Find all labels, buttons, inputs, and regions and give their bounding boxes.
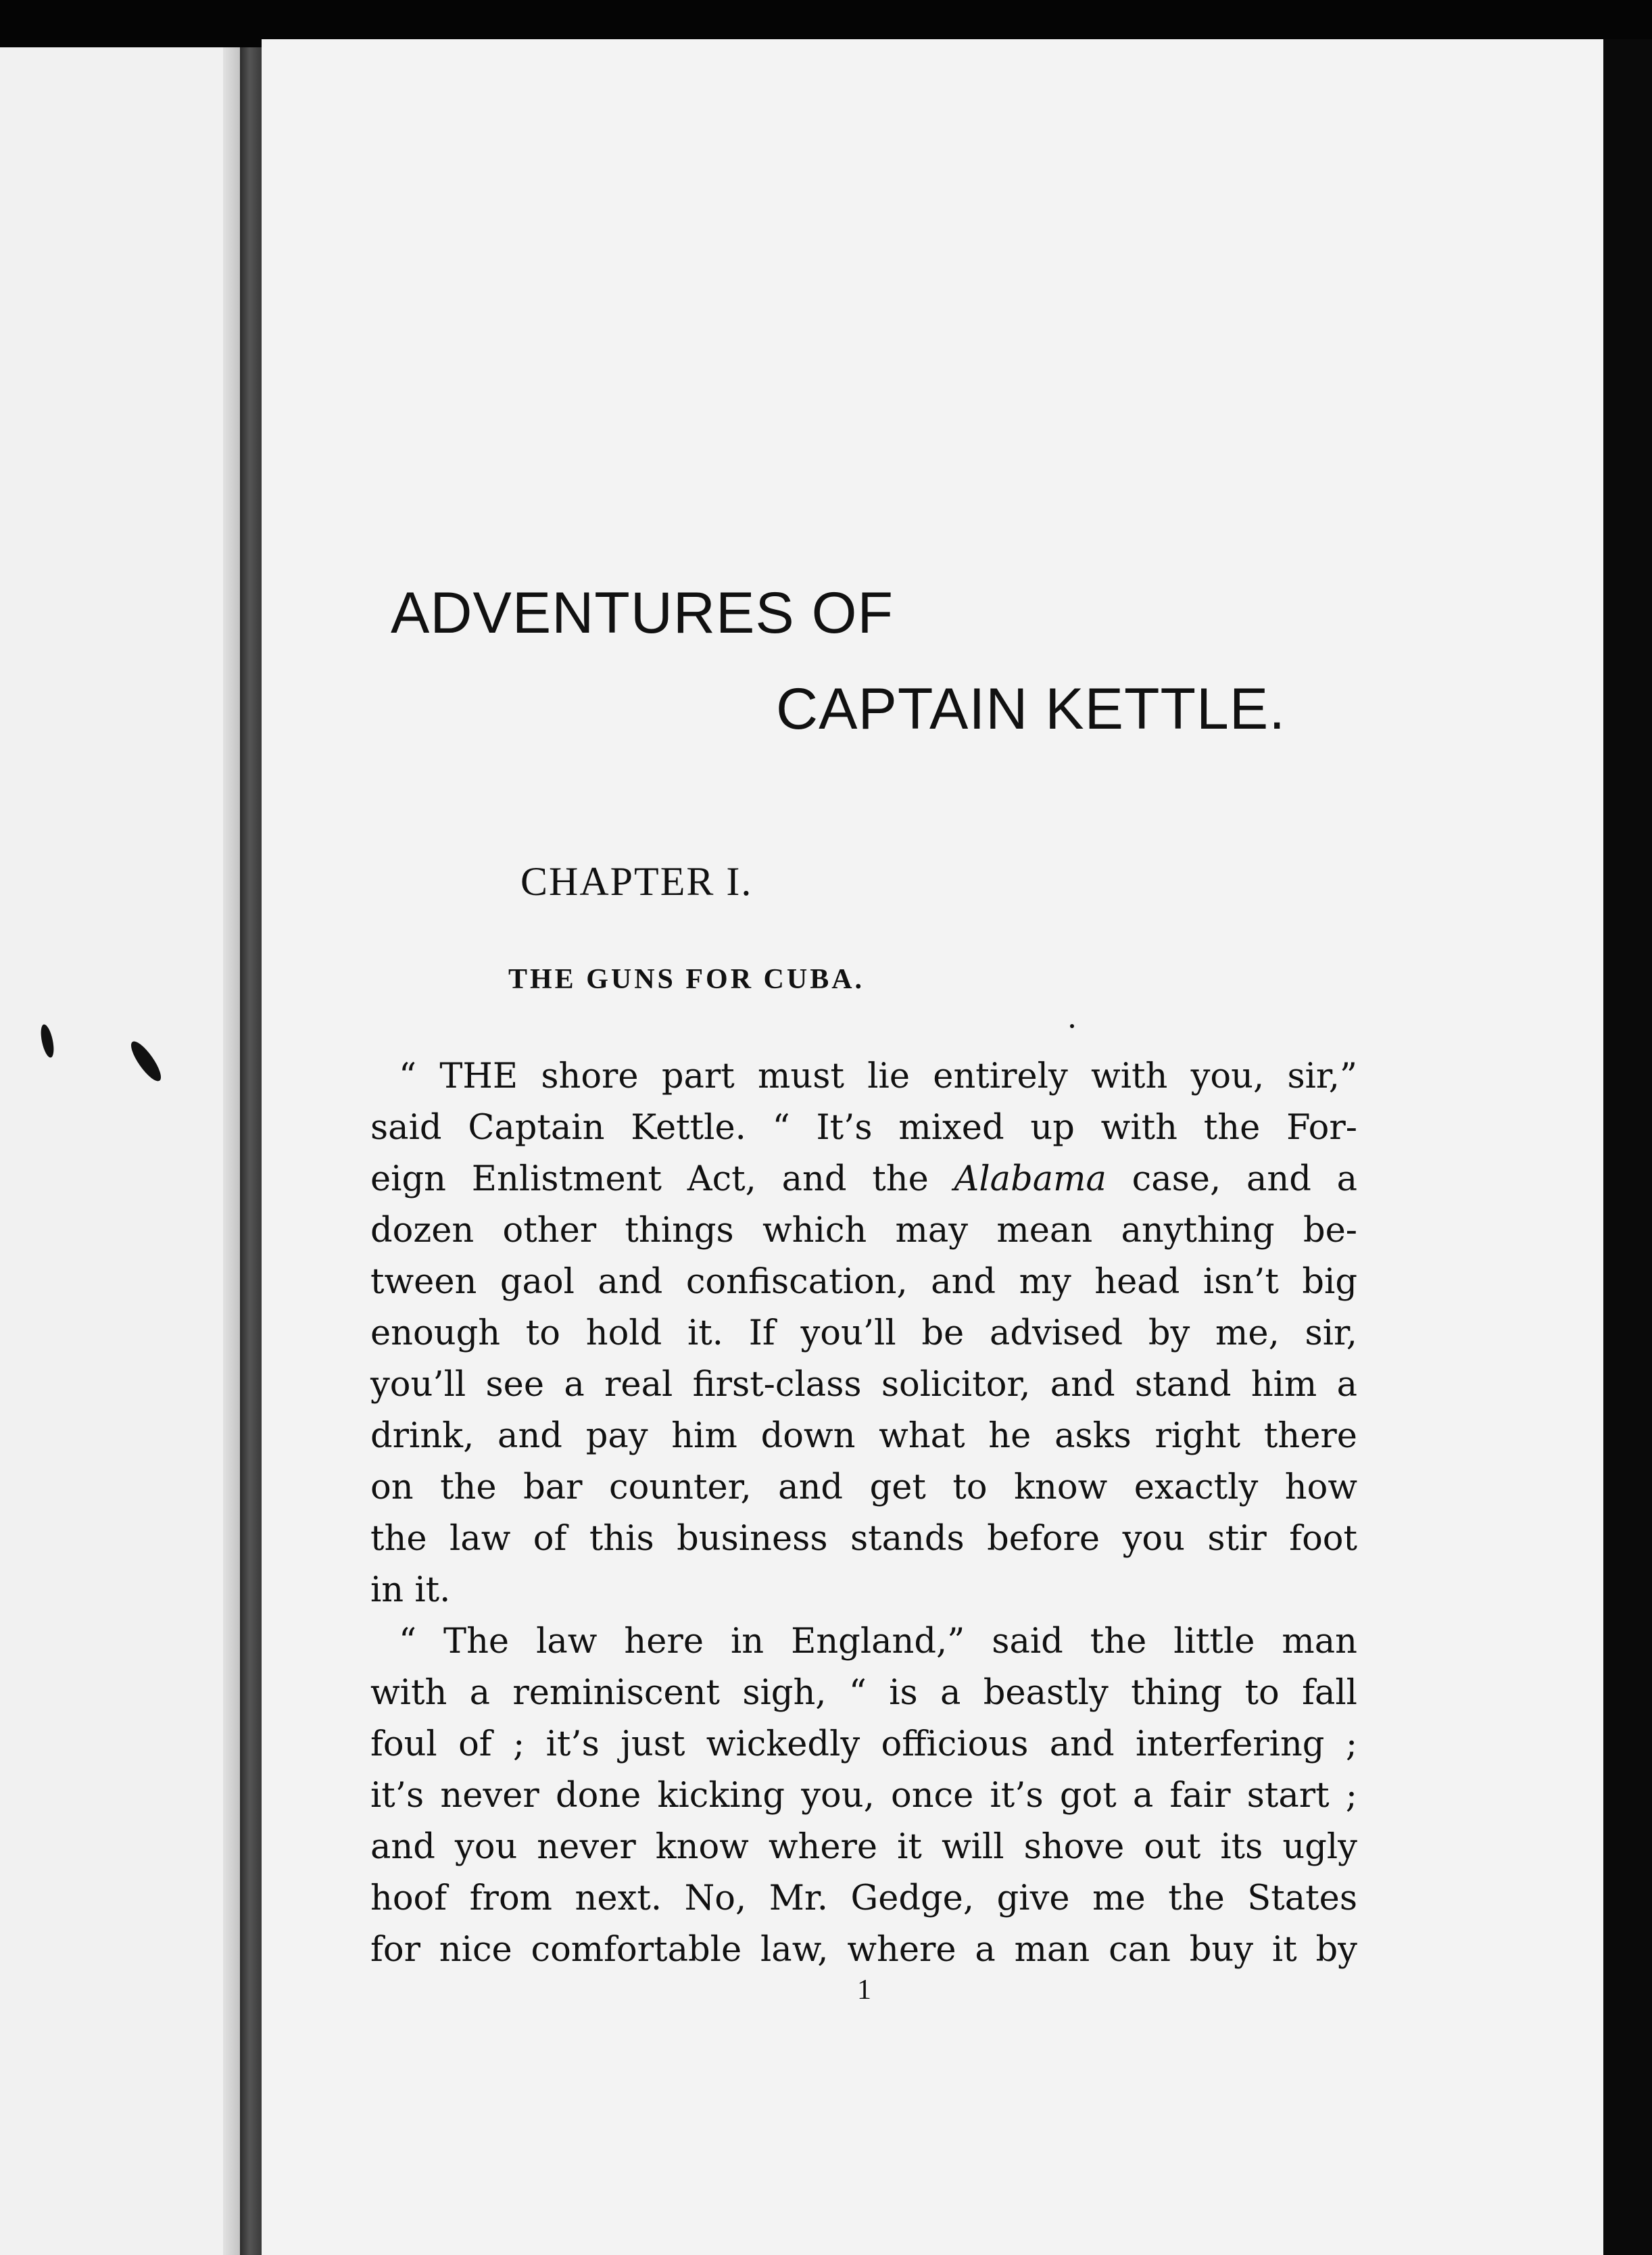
- text-line: and you never know where it will shove out its ugly: [370, 1827, 1357, 1867]
- paragraph: [370, 1616, 1357, 1976]
- text-line: tween gaol and confiscation, and my head isn’t big: [370, 1262, 1357, 1302]
- text-line: hoof from next. No, Mr. Gedge, give me the States: [370, 1878, 1357, 1918]
- text-line: with a reminiscent sigh, “ is a beastly thing to fall: [370, 1673, 1357, 1713]
- book-spine: [240, 47, 262, 2255]
- scan-speck: [1070, 1024, 1074, 1028]
- text-line: you’ll see a real first-class solicitor, and stand him a: [370, 1365, 1357, 1405]
- text-line: the law of this business stands before you stir foot: [370, 1519, 1357, 1559]
- paragraph: [370, 1051, 1357, 1616]
- body-text: [370, 1051, 1357, 1976]
- chapter-heading: CHAPTER I.: [520, 859, 753, 904]
- text-line: dozen other things which may mean anything be-: [370, 1211, 1357, 1251]
- text-line: foul of ; it’s just wickedly officious and interfering ;: [370, 1724, 1357, 1764]
- text-line: on the bar counter, and get to know exactly how: [370, 1468, 1357, 1507]
- text-line: “ The law here in England,” said the little man: [399, 1622, 1357, 1662]
- text-line: for nice comfortable law, where a man can buy it by: [370, 1930, 1357, 1970]
- book-title-line-2: CAPTAIN KETTLE.: [776, 677, 1286, 742]
- text-line: “ THE shore part must lie entirely with you, sir,”: [399, 1057, 1357, 1096]
- ship-name-italic: Alabama: [954, 1159, 1107, 1199]
- book-title-line-1: ADVENTURES OF: [391, 581, 894, 646]
- page-number: 1: [857, 1974, 871, 2006]
- left-page: [0, 47, 237, 2255]
- text-line: it’s never done kicking you, once it’s got a fair start ;: [370, 1776, 1357, 1816]
- text-line: eign Enlistment Act, and the Alabama case, and a: [370, 1159, 1358, 1199]
- text-line: enough to hold it. If you’ll be advised by me, sir,: [370, 1313, 1357, 1353]
- scan-right-border: [1603, 39, 1652, 2255]
- text-line: drink, and pay him down what he asks right there: [370, 1416, 1357, 1456]
- text-line: in it.: [370, 1570, 451, 1610]
- text-line: said Captain Kettle. “ It’s mixed up with the For-: [370, 1108, 1357, 1148]
- chapter-subtitle: THE GUNS FOR CUBA.: [508, 964, 865, 995]
